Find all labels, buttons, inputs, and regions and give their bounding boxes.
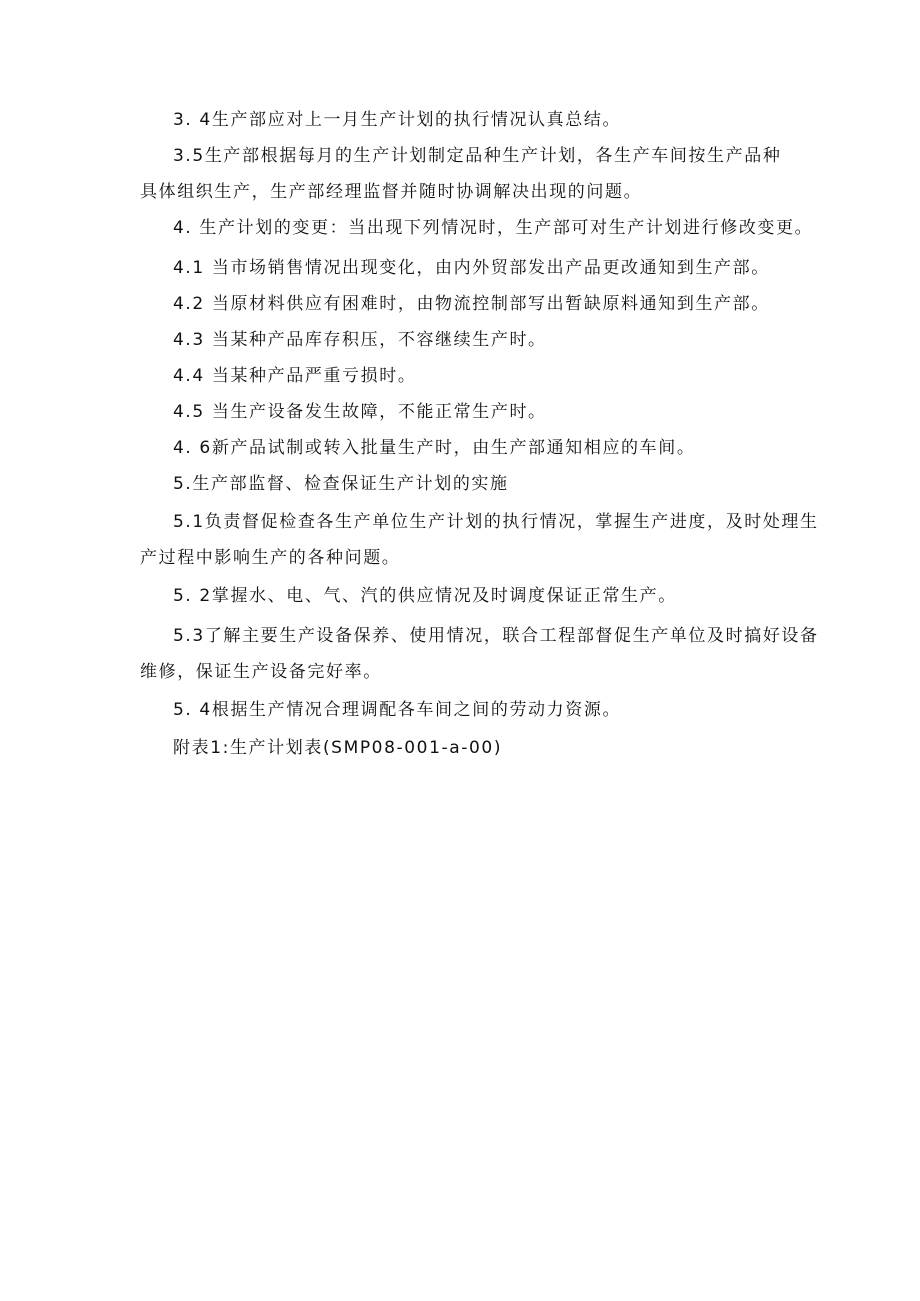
paragraph-4-4	[173, 358, 863, 394]
paragraph-5-1	[140, 504, 830, 576]
text-line: 4.4 当某种产品严重亏损时。	[173, 366, 417, 386]
text-line: 维修，保证生产设备完好率。	[140, 662, 382, 682]
paragraph-5-4	[173, 692, 863, 728]
text-line: 5.3了解主要生产设备保养、使用情况，联合工程部督促生产单位及时搞好设备	[173, 626, 819, 646]
appendix-reference	[173, 730, 863, 766]
paragraph-5-3	[140, 618, 830, 690]
text-line: 产过程中影响生产的各种问题。	[140, 548, 401, 568]
paragraph-4-2	[173, 286, 863, 322]
text-line: 4.5 当生产设备发生故障，不能正常生产时。	[173, 402, 547, 422]
paragraph-4-5	[173, 394, 863, 430]
paragraph-5-2	[173, 578, 863, 614]
text-line: 4.1 当市场销售情况出现变化，由内外贸部发出产品更改通知到生产部。	[173, 258, 770, 278]
paragraph-4-6	[173, 430, 863, 466]
text-line: 5.生产部监督、检查保证生产计划的实施	[173, 474, 509, 494]
paragraph-4	[173, 210, 863, 246]
text-line: 5. 2掌握水、电、气、汽的供应情况及时调度保证正常生产。	[173, 586, 677, 606]
text-line: 4.3 当某种产品库存积压，不容继续生产时。	[173, 330, 547, 350]
text-line: 4.2 当原材料供应有困难时，由物流控制部写出暂缺原料通知到生产部。	[173, 294, 770, 314]
text-line: 3. 4生产部应对上一月生产计划的执行情况认真总结。	[173, 110, 622, 130]
paragraph-4-1	[173, 250, 863, 286]
paragraph-3-4	[173, 102, 863, 138]
text-line: 5.1负责督促检查各生产单位生产计划的执行情况，掌握生产进度，及时处理生	[173, 512, 819, 532]
text-line: 5. 4根据生产情况合理调配各车间之间的劳动力资源。	[173, 700, 622, 720]
text-line: 具体组织生产，生产部经理监督并随时协调解决出现的问题。	[140, 182, 643, 202]
text-line: 4. 6新产品试制或转入批量生产时，由生产部通知相应的车间。	[173, 438, 696, 458]
paragraph-3-5	[140, 138, 830, 210]
text-line: 3.5生产部根据每月的生产计划制定品种生产计划，各生产车间按生产品种	[173, 146, 782, 166]
paragraph-4-3	[173, 322, 863, 358]
text-line: 4. 生产计划的变更：当出现下列情况时，生产部可对生产计划进行修改变更。	[173, 218, 814, 238]
paragraph-5	[173, 466, 863, 502]
text-line: 附表1:生产计划表(SMP08-001-a-00)	[173, 738, 503, 758]
